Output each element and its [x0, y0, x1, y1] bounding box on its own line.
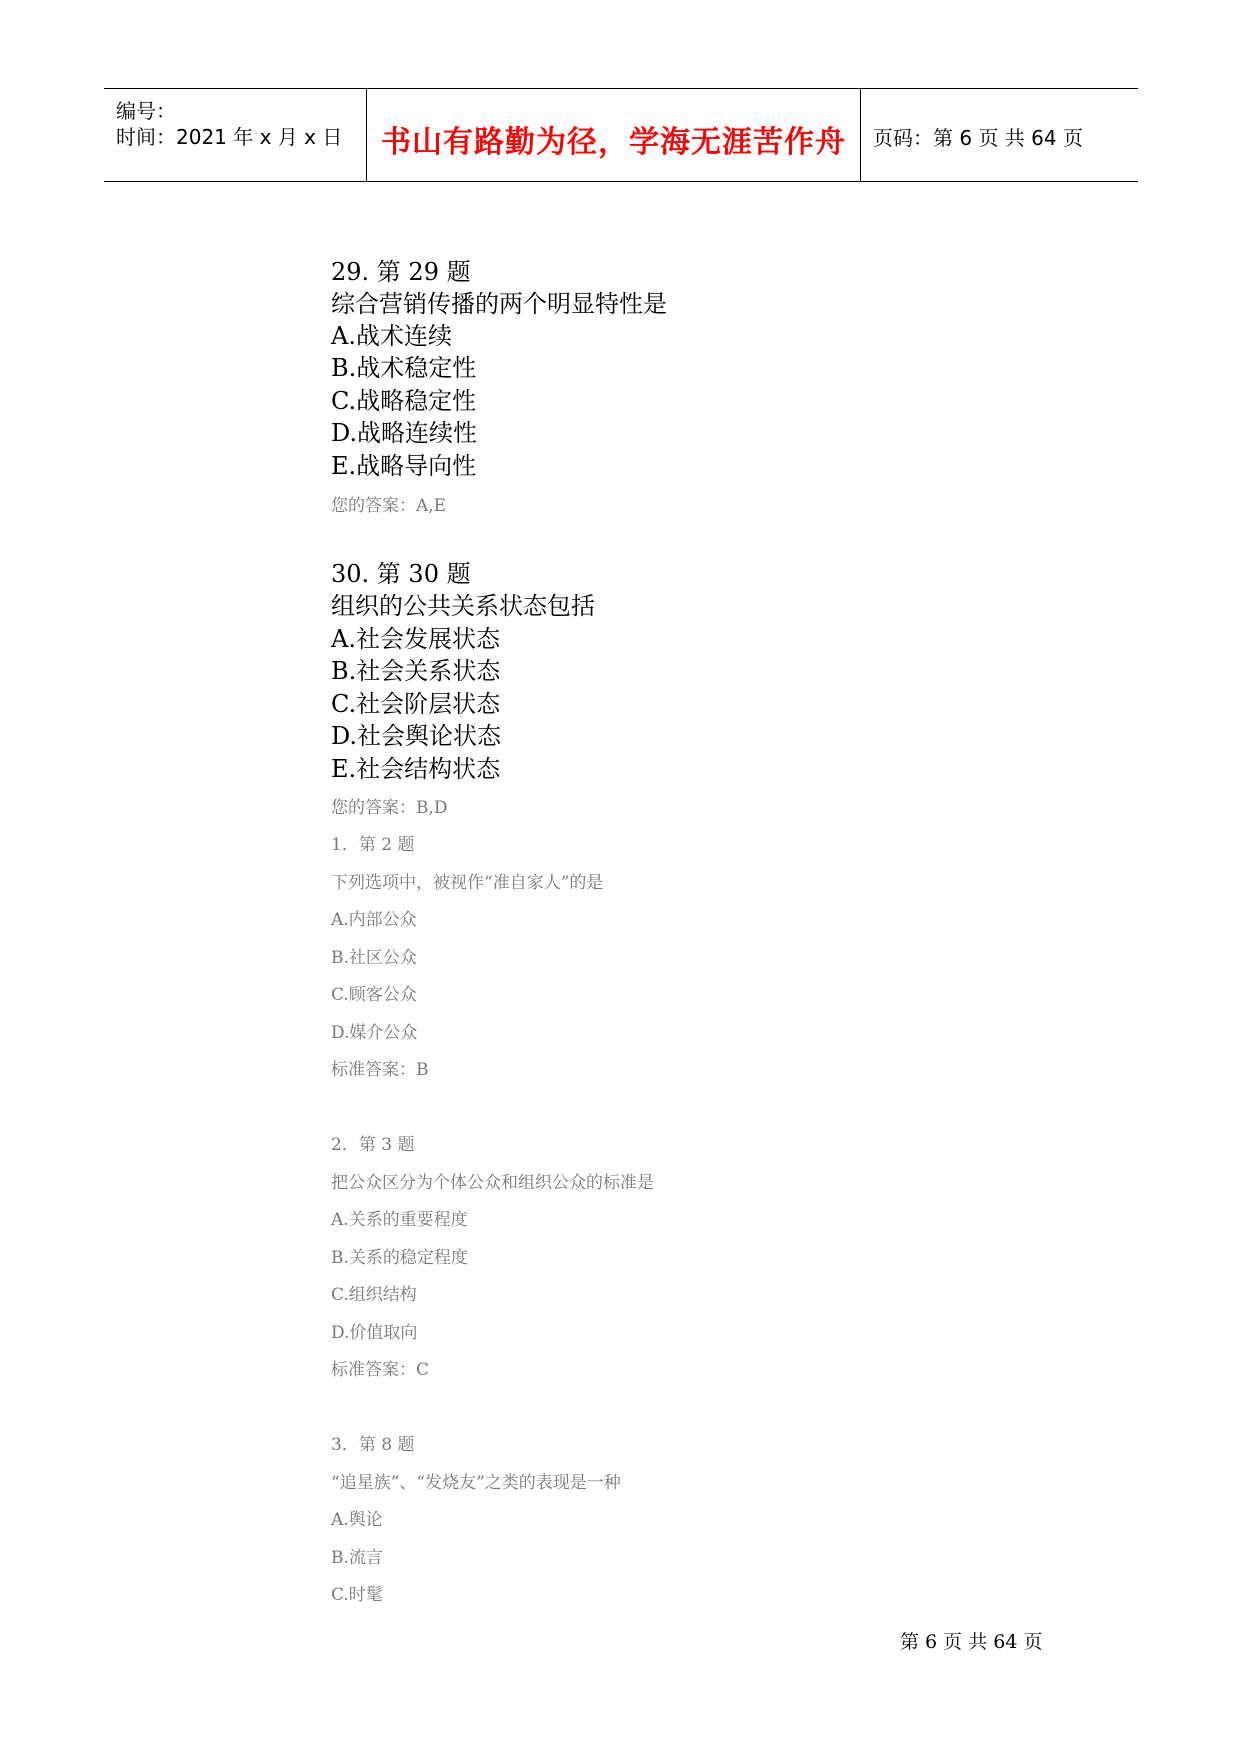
option-a: A.战术连续: [331, 322, 452, 350]
option-d: D.社会舆论状态: [331, 722, 502, 750]
page-header: [104, 88, 1138, 182]
option-e: E.战略导向性: [331, 452, 477, 480]
question-text: 组织的公共关系状态包括: [331, 592, 595, 620]
option-e: E.社会结构状态: [331, 755, 501, 783]
your-answer: 您的答案：A,E: [331, 496, 447, 516]
question-text: “追星族”、“发烧友”之类的表现是一种: [331, 1473, 621, 1493]
question-title: 2．第 3 题: [331, 1135, 415, 1155]
option-c: C.时髦: [331, 1585, 383, 1605]
question-title: 3．第 8 题: [331, 1435, 415, 1455]
question-title: 29. 第 29 题: [331, 258, 471, 286]
option-d: D.价值取向: [331, 1323, 418, 1343]
standard-answer: 标准答案：B: [331, 1060, 429, 1080]
header-page-code: 页码：第 6 页 共 64 页: [873, 126, 1083, 150]
header-motto: 书山有路勤为径，学海无涯苦作舟: [381, 125, 846, 160]
question-text: 下列选项中，被视作“准自家人”的是: [331, 873, 604, 893]
option-b: B.社会关系状态: [331, 657, 501, 685]
document-number-label: 编号：: [116, 99, 176, 123]
question-title: 1．第 2 题: [331, 835, 415, 855]
option-a: A.舆论: [331, 1510, 383, 1530]
option-d: D.媒介公众: [331, 1023, 418, 1043]
option-a: A.社会发展状态: [331, 625, 500, 653]
document-time-label: 时间：2021 年 x 月 x 日: [116, 125, 343, 149]
option-c: C.组织结构: [331, 1285, 417, 1305]
question-title: 30. 第 30 题: [331, 560, 471, 588]
option-b: B.关系的稳定程度: [331, 1248, 468, 1268]
option-c: C.社会阶层状态: [331, 690, 501, 718]
option-b: B.流言: [331, 1548, 383, 1568]
your-answer: 您的答案：B,D: [331, 798, 448, 818]
option-c: C.顾客公众: [331, 985, 417, 1005]
option-b: B.战术稳定性: [331, 354, 477, 382]
option-a: A.关系的重要程度: [331, 1210, 468, 1230]
header-right-cell: [861, 89, 1138, 181]
option-b: B.社区公众: [331, 948, 417, 968]
question-text: 综合营销传播的两个明显特性是: [331, 290, 667, 318]
option-d: D.战略连续性: [331, 419, 478, 447]
option-a: A.内部公众: [331, 910, 417, 930]
question-text: 把公众区分为个体公众和组织公众的标准是: [331, 1173, 654, 1193]
option-c: C.战略稳定性: [331, 387, 477, 415]
header-motto-cell: [367, 89, 861, 181]
header-left-cell: [104, 89, 367, 181]
standard-answer: 标准答案：C: [331, 1360, 430, 1380]
page-footer: 第 6 页 共 64 页: [900, 1631, 1043, 1653]
